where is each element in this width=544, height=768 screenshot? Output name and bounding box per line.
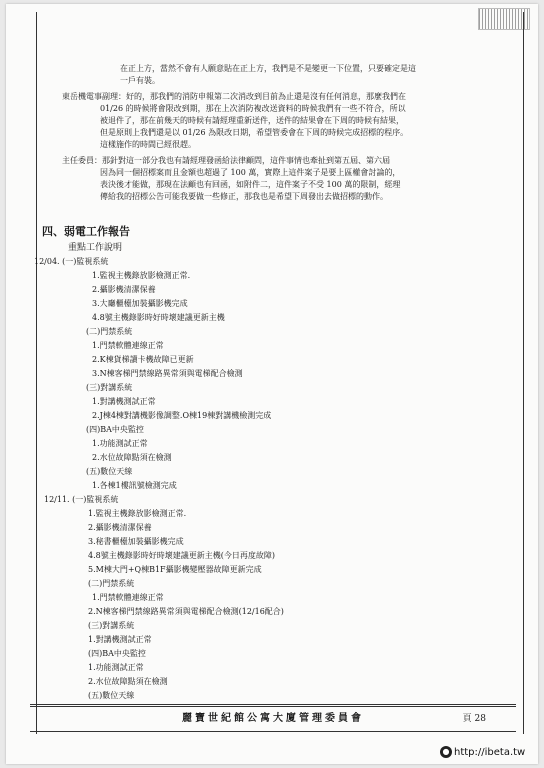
work-item-line: 4.8號主機錄影時好時壞建議更新主機: [92, 313, 225, 322]
note-line: 在正上方，當然不會有人願意貼在正上方，我們是不是變更一下位置，只要確定是這: [120, 64, 416, 73]
note-line: 表決後才能做，那現在法顧也有回函，如附件二，這件案子不受 100 萬的限制，經理: [100, 180, 401, 189]
watermark-text: http://ibeta.tw: [454, 747, 526, 758]
work-item-line: 1.門禁軟體連線正常: [92, 341, 164, 350]
footer-org-name: 麗寶世紀館公寓大廈管理委員會: [182, 713, 364, 724]
work-item-line: 1.對講機測試正常: [88, 635, 152, 644]
work-item-line: (五)數位天線: [88, 691, 135, 700]
work-item-line: 1.功能測試正常: [88, 663, 144, 672]
work-item-line: (四)BA中央監控: [86, 425, 144, 434]
work-item-line: 2.攝影機清潔保養: [92, 285, 156, 294]
work-item-line: 2.J棟4棟對講機影像調整.O棟19棟對講機檢測完成: [92, 411, 272, 420]
work-item-line: 2.N棟客梯門禁線路異常須與電梯配合檢測(12/16配合): [88, 607, 284, 616]
work-item-line: (五)數位天線: [86, 467, 133, 476]
page-footer: [30, 704, 516, 732]
note-line: 但是原則上我們還是以 01/26 為限改日期，希望管委會在下周的時候完成招標的程序。: [100, 128, 409, 137]
work-item-line: 3.秘書櫃檯加裝攝影機完成: [88, 537, 184, 546]
footer-page-number: 頁 28: [462, 714, 486, 724]
globe-icon: ●: [440, 746, 452, 758]
work-item-line: (三)對講系統: [88, 621, 135, 630]
work-item-line: 2.水位故障點須在檢測: [88, 677, 168, 686]
note-line: 一戶有裝。: [120, 76, 160, 85]
work-item-line: 1.門禁軟體連線正常: [92, 593, 164, 602]
note-line: 01/26 的時候將會限改到期，那在上次消防複改送資料的時候我們有一些不符合，所以: [100, 104, 406, 113]
work-item-line: (三)對講系統: [86, 383, 133, 392]
work-item-line: 1.功能測試正常: [92, 439, 148, 448]
work-item-line: (四)BA中央監控: [88, 649, 146, 658]
work-item-line: 1.各棟1樓訊號檢測完成: [92, 481, 177, 490]
work-item-line: 2.攝影機清潔保養: [88, 523, 152, 532]
note-line: 傳給我的招標公告可能我要做一些修正，那我也是希望下周發出去做招標的動作。: [100, 192, 388, 201]
note-line: 主任委員：那針對這一部分我也有請經理發函給法律顧問，這件事情也牽扯到第五屆、第六屆: [62, 156, 390, 165]
work-item-line: (二)門禁系統: [88, 579, 135, 588]
work-item-line: 3.大廳櫃檯加裝攝影機完成: [92, 299, 188, 308]
work-item-line: 12/04. (一)監視系統: [34, 257, 109, 266]
work-item-line: 12/11. (一)監視系統: [44, 495, 119, 504]
section-subtitle: 重點工作說明: [68, 243, 123, 253]
work-item-line: 1.監視主機錄放影檢測正常.: [88, 509, 187, 518]
work-item-line: 1.對講機測試正常: [92, 397, 156, 406]
watermark: [440, 744, 525, 762]
work-item-line: 2.水位故障點須在檢測: [92, 453, 172, 462]
work-item-line: (二)門禁系統: [86, 327, 133, 336]
note-line: 因為同一個招標案而且金額也超過了 100 萬，實際上這件案子是要上區權會討論的，: [100, 168, 401, 177]
work-item-line: 4.8號主機錄影時好時壞建議更新主機(今日再度故障): [88, 551, 275, 560]
work-item-line: 2.K棟貨梯讀卡機故障已更新: [92, 355, 194, 364]
note-line: 被退件了，那在前幾天的時候有請經理重新送件，送件的結果會在下周的時候有結果，: [100, 116, 404, 125]
work-item-line: 1.監視主機錄放影檢測正常.: [92, 271, 191, 280]
note-line: 東岳機電事副理：好的，那我們的消防申報第二次消改到目前為止還是沒有任何消息，那麼我們在: [62, 92, 406, 101]
work-item-line: 3.N棟客梯門禁線路異常須與電梯配合檢測: [92, 369, 243, 378]
work-item-line: 5.M棟大門+Q棟B1F攝影機變壓器故障更新完成: [88, 565, 262, 574]
note-line: 這樣施作的時間已經很趕。: [100, 140, 196, 149]
section-title: 四、弱電工作報告: [42, 225, 130, 238]
